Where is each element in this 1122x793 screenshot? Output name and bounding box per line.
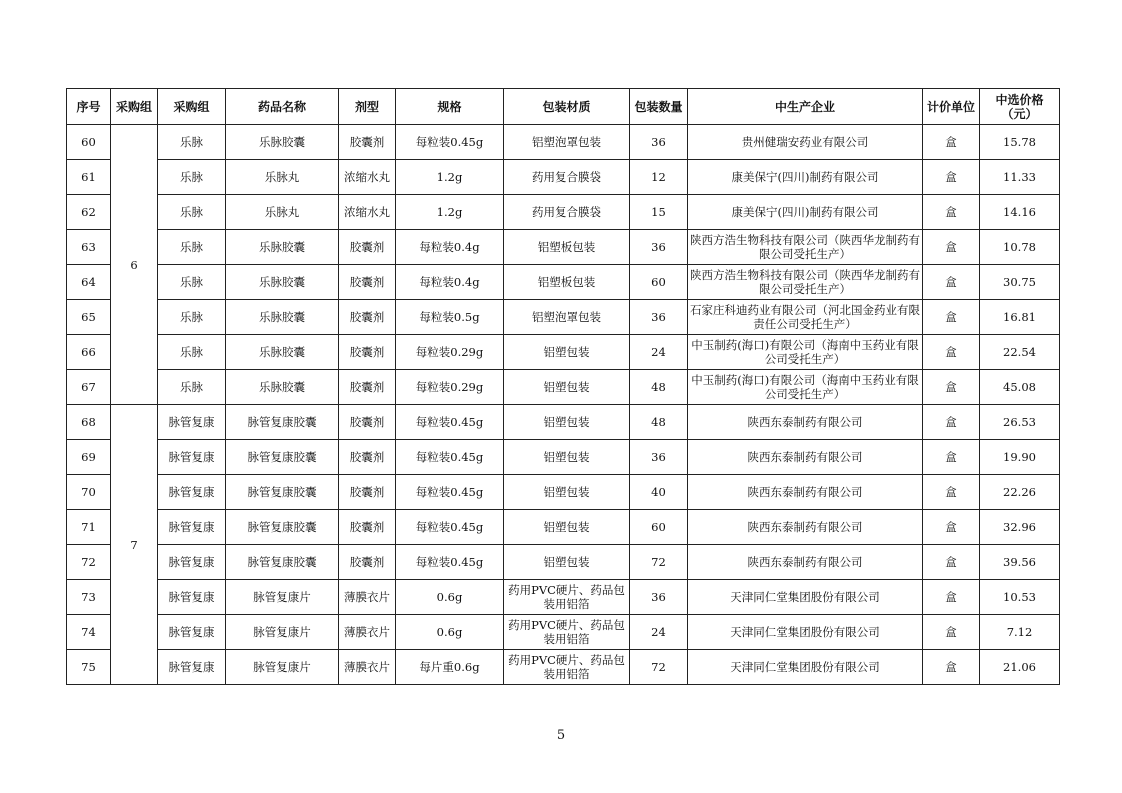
dosage-form-cell: 胶囊剂 — [339, 125, 396, 160]
table-row — [67, 370, 1060, 405]
dosage-form-cell: 浓缩水丸 — [339, 195, 396, 230]
manufacturer-cell: 石家庄科迪药业有限公司（河北国金药业有限责任公司受托生产） — [688, 300, 923, 335]
drug-name-cell: 乐脉胶囊 — [226, 300, 339, 335]
price-cell: 26.53 — [980, 405, 1060, 440]
table-row — [67, 160, 1060, 195]
group-name-cell: 乐脉 — [158, 265, 226, 300]
packaging-cell: 铝塑包装 — [504, 370, 630, 405]
spec-cell: 每粒装0.29g — [396, 370, 504, 405]
dosage-form-cell: 浓缩水丸 — [339, 160, 396, 195]
manufacturer-cell: 天津同仁堂集团股份有限公司 — [688, 650, 923, 685]
row-index-cell: 63 — [67, 230, 111, 265]
unit-cell: 盒 — [923, 230, 980, 265]
unit-cell: 盒 — [923, 440, 980, 475]
row-index-cell: 69 — [67, 440, 111, 475]
manufacturer-cell: 陕西方浩生物科技有限公司（陕西华龙制药有限公司受托生产） — [688, 265, 923, 300]
table-row — [67, 195, 1060, 230]
unit-cell: 盒 — [923, 265, 980, 300]
pack-qty-cell: 36 — [630, 230, 688, 265]
unit-cell: 盒 — [923, 615, 980, 650]
unit-cell: 盒 — [923, 300, 980, 335]
pack-qty-cell: 40 — [630, 475, 688, 510]
drug-name-cell: 乐脉胶囊 — [226, 265, 339, 300]
group-name-cell: 乐脉 — [158, 300, 226, 335]
table-row — [67, 405, 1060, 440]
header-col-packaging: 包装材质 — [504, 89, 630, 125]
row-index-cell: 68 — [67, 405, 111, 440]
spec-cell: 每粒装0.5g — [396, 300, 504, 335]
table-row — [67, 440, 1060, 475]
spec-cell: 每片重0.6g — [396, 650, 504, 685]
pack-qty-cell: 72 — [630, 650, 688, 685]
group-name-cell: 乐脉 — [158, 230, 226, 265]
group-name-cell: 脉管复康 — [158, 475, 226, 510]
drug-name-cell: 脉管复康片 — [226, 580, 339, 615]
spec-cell: 每粒装0.45g — [396, 125, 504, 160]
row-index-cell: 67 — [67, 370, 111, 405]
price-cell: 30.75 — [980, 265, 1060, 300]
table-header-row — [67, 89, 1060, 125]
table-row — [67, 510, 1060, 545]
row-index-cell: 60 — [67, 125, 111, 160]
packaging-cell: 铝塑包装 — [504, 475, 630, 510]
dosage-form-cell: 胶囊剂 — [339, 405, 396, 440]
pack-qty-cell: 48 — [630, 405, 688, 440]
header-col-spec: 规格 — [396, 89, 504, 125]
group-name-cell: 乐脉 — [158, 335, 226, 370]
spec-cell: 0.6g — [396, 580, 504, 615]
pack-qty-cell: 24 — [630, 335, 688, 370]
group-id-cell: 6 — [111, 125, 158, 405]
packaging-cell: 铝塑包装 — [504, 510, 630, 545]
table-row — [67, 545, 1060, 580]
procurement-table — [66, 88, 1060, 685]
price-cell: 11.33 — [980, 160, 1060, 195]
packaging-cell: 铝塑板包装 — [504, 265, 630, 300]
packaging-cell: 铝塑板包装 — [504, 230, 630, 265]
page-number: 5 — [556, 728, 566, 743]
spec-cell: 每粒装0.45g — [396, 475, 504, 510]
dosage-form-cell: 薄膜衣片 — [339, 615, 396, 650]
header-col-manufacturer: 中生产企业 — [688, 89, 923, 125]
drug-name-cell: 脉管复康胶囊 — [226, 405, 339, 440]
unit-cell: 盒 — [923, 475, 980, 510]
packaging-cell: 药用PVC硬片、药品包装用铝箔 — [504, 580, 630, 615]
manufacturer-cell: 康美保宁(四川)制药有限公司 — [688, 160, 923, 195]
packaging-cell: 铝塑泡罩包装 — [504, 125, 630, 160]
dosage-form-cell: 胶囊剂 — [339, 335, 396, 370]
packaging-cell: 铝塑泡罩包装 — [504, 300, 630, 335]
group-name-cell: 脉管复康 — [158, 545, 226, 580]
price-cell: 15.78 — [980, 125, 1060, 160]
unit-cell: 盒 — [923, 370, 980, 405]
pack-qty-cell: 24 — [630, 615, 688, 650]
group-name-cell: 脉管复康 — [158, 510, 226, 545]
spec-cell: 每粒装0.45g — [396, 510, 504, 545]
manufacturer-cell: 中玉制药(海口)有限公司（海南中玉药业有限公司受托生产） — [688, 335, 923, 370]
unit-cell: 盒 — [923, 195, 980, 230]
spec-cell: 0.6g — [396, 615, 504, 650]
row-index-cell: 70 — [67, 475, 111, 510]
header-col-pack-qty: 包装数量 — [630, 89, 688, 125]
unit-cell: 盒 — [923, 545, 980, 580]
manufacturer-cell: 陕西东泰制药有限公司 — [688, 510, 923, 545]
unit-cell: 盒 — [923, 160, 980, 195]
manufacturer-cell: 中玉制药(海口)有限公司（海南中玉药业有限公司受托生产） — [688, 370, 923, 405]
dosage-form-cell: 胶囊剂 — [339, 300, 396, 335]
drug-name-cell: 脉管复康胶囊 — [226, 475, 339, 510]
row-index-cell: 65 — [67, 300, 111, 335]
spec-cell: 每粒装0.45g — [396, 440, 504, 475]
header-col-drug-name: 药品名称 — [226, 89, 339, 125]
spec-cell: 每粒装0.45g — [396, 545, 504, 580]
group-name-cell: 脉管复康 — [158, 405, 226, 440]
price-cell: 16.81 — [980, 300, 1060, 335]
unit-cell: 盒 — [923, 580, 980, 615]
price-cell: 39.56 — [980, 545, 1060, 580]
group-name-cell: 乐脉 — [158, 195, 226, 230]
manufacturer-cell: 陕西东泰制药有限公司 — [688, 440, 923, 475]
header-col-group-id: 采购组 — [111, 89, 158, 125]
drug-name-cell: 脉管复康胶囊 — [226, 545, 339, 580]
price-cell: 45.08 — [980, 370, 1060, 405]
table-row — [67, 230, 1060, 265]
row-index-cell: 73 — [67, 580, 111, 615]
dosage-form-cell: 胶囊剂 — [339, 230, 396, 265]
price-cell: 10.78 — [980, 230, 1060, 265]
row-index-cell: 61 — [67, 160, 111, 195]
price-cell: 22.54 — [980, 335, 1060, 370]
drug-name-cell: 乐脉胶囊 — [226, 125, 339, 160]
unit-cell: 盒 — [923, 125, 980, 160]
header-col-price: 中选价格（元） — [980, 89, 1060, 125]
drug-name-cell: 乐脉丸 — [226, 195, 339, 230]
packaging-cell: 药用复合膜袋 — [504, 195, 630, 230]
table-row — [67, 335, 1060, 370]
spec-cell: 每粒装0.45g — [396, 405, 504, 440]
packaging-cell: 铝塑包装 — [504, 440, 630, 475]
group-id-cell: 7 — [111, 405, 158, 685]
pack-qty-cell: 15 — [630, 195, 688, 230]
spec-cell: 1.2g — [396, 195, 504, 230]
dosage-form-cell: 薄膜衣片 — [339, 650, 396, 685]
drug-name-cell: 脉管复康胶囊 — [226, 510, 339, 545]
table-row — [67, 580, 1060, 615]
price-cell: 21.06 — [980, 650, 1060, 685]
dosage-form-cell: 薄膜衣片 — [339, 580, 396, 615]
packaging-cell: 铝塑包装 — [504, 545, 630, 580]
unit-cell: 盒 — [923, 510, 980, 545]
price-cell: 10.53 — [980, 580, 1060, 615]
group-name-cell: 脉管复康 — [158, 440, 226, 475]
pack-qty-cell: 60 — [630, 510, 688, 545]
table-row — [67, 300, 1060, 335]
drug-name-cell: 脉管复康片 — [226, 650, 339, 685]
header-col-group-name: 采购组 — [158, 89, 226, 125]
pack-qty-cell: 36 — [630, 125, 688, 160]
pack-qty-cell: 72 — [630, 545, 688, 580]
dosage-form-cell: 胶囊剂 — [339, 475, 396, 510]
drug-name-cell: 脉管复康胶囊 — [226, 440, 339, 475]
header-col-unit: 计价单位 — [923, 89, 980, 125]
dosage-form-cell: 胶囊剂 — [339, 510, 396, 545]
drug-name-cell: 脉管复康片 — [226, 615, 339, 650]
drug-name-cell: 乐脉胶囊 — [226, 230, 339, 265]
group-name-cell: 脉管复康 — [158, 580, 226, 615]
price-cell: 19.90 — [980, 440, 1060, 475]
manufacturer-cell: 陕西东泰制药有限公司 — [688, 475, 923, 510]
row-index-cell: 74 — [67, 615, 111, 650]
spec-cell: 1.2g — [396, 160, 504, 195]
drug-name-cell: 乐脉丸 — [226, 160, 339, 195]
row-index-cell: 66 — [67, 335, 111, 370]
manufacturer-cell: 陕西东泰制药有限公司 — [688, 405, 923, 440]
group-name-cell: 脉管复康 — [158, 650, 226, 685]
pack-qty-cell: 36 — [630, 440, 688, 475]
pack-qty-cell: 12 — [630, 160, 688, 195]
group-name-cell: 乐脉 — [158, 125, 226, 160]
row-index-cell: 64 — [67, 265, 111, 300]
manufacturer-cell: 康美保宁(四川)制药有限公司 — [688, 195, 923, 230]
unit-cell: 盒 — [923, 335, 980, 370]
pack-qty-cell: 36 — [630, 300, 688, 335]
pack-qty-cell: 60 — [630, 265, 688, 300]
unit-cell: 盒 — [923, 405, 980, 440]
table-row — [67, 650, 1060, 685]
table-row — [67, 475, 1060, 510]
dosage-form-cell: 胶囊剂 — [339, 545, 396, 580]
manufacturer-cell: 陕西方浩生物科技有限公司（陕西华龙制药有限公司受托生产） — [688, 230, 923, 265]
row-index-cell: 72 — [67, 545, 111, 580]
unit-cell: 盒 — [923, 650, 980, 685]
price-cell: 22.26 — [980, 475, 1060, 510]
spec-cell: 每粒装0.29g — [396, 335, 504, 370]
packaging-cell: 药用复合膜袋 — [504, 160, 630, 195]
row-index-cell: 75 — [67, 650, 111, 685]
drug-name-cell: 乐脉胶囊 — [226, 335, 339, 370]
packaging-cell: 铝塑包装 — [504, 405, 630, 440]
group-name-cell: 脉管复康 — [158, 615, 226, 650]
pack-qty-cell: 36 — [630, 580, 688, 615]
row-index-cell: 71 — [67, 510, 111, 545]
group-name-cell: 乐脉 — [158, 370, 226, 405]
price-cell: 14.16 — [980, 195, 1060, 230]
manufacturer-cell: 天津同仁堂集团股份有限公司 — [688, 580, 923, 615]
dosage-form-cell: 胶囊剂 — [339, 370, 396, 405]
manufacturer-cell: 天津同仁堂集团股份有限公司 — [688, 615, 923, 650]
price-cell: 32.96 — [980, 510, 1060, 545]
price-cell: 7.12 — [980, 615, 1060, 650]
packaging-cell: 药用PVC硬片、药品包装用铝箔 — [504, 615, 630, 650]
header-col-dosage-form: 剂型 — [339, 89, 396, 125]
spec-cell: 每粒装0.4g — [396, 230, 504, 265]
packaging-cell: 铝塑包装 — [504, 335, 630, 370]
header-col-index: 序号 — [67, 89, 111, 125]
packaging-cell: 药用PVC硬片、药品包装用铝箔 — [504, 650, 630, 685]
row-index-cell: 62 — [67, 195, 111, 230]
table-row — [67, 265, 1060, 300]
spec-cell: 每粒装0.4g — [396, 265, 504, 300]
table-row — [67, 125, 1060, 160]
manufacturer-cell: 贵州健瑞安药业有限公司 — [688, 125, 923, 160]
dosage-form-cell: 胶囊剂 — [339, 265, 396, 300]
drug-name-cell: 乐脉胶囊 — [226, 370, 339, 405]
table-row — [67, 615, 1060, 650]
dosage-form-cell: 胶囊剂 — [339, 440, 396, 475]
pack-qty-cell: 48 — [630, 370, 688, 405]
group-name-cell: 乐脉 — [158, 160, 226, 195]
table-body — [67, 125, 1060, 685]
manufacturer-cell: 陕西东泰制药有限公司 — [688, 545, 923, 580]
